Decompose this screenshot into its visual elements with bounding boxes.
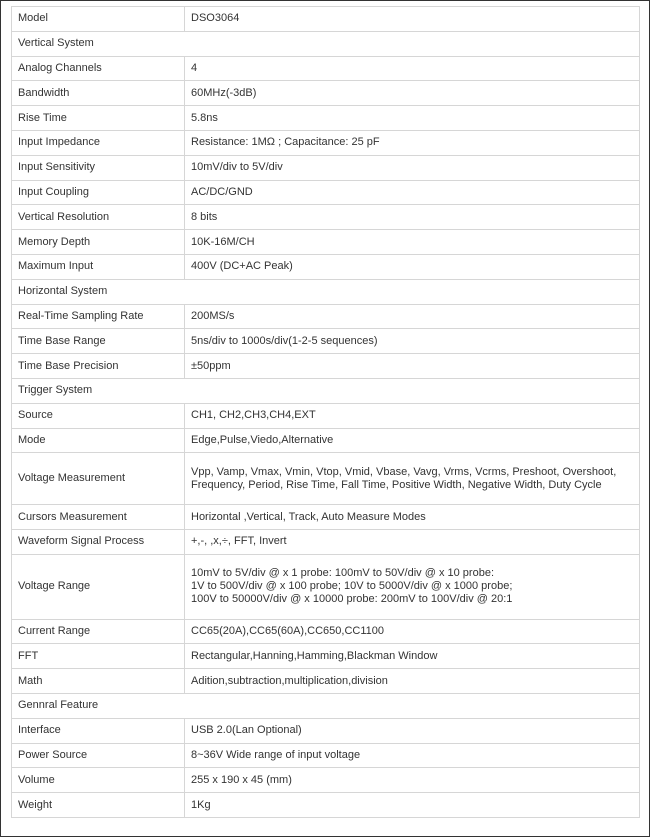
spec-value-line: Frequency, Period, Rise Time, Fall Time, Positive Width, Negative Width, Duty Cycle	[191, 478, 602, 491]
spec-label: Model	[12, 7, 185, 32]
spec-row	[12, 329, 640, 354]
spec-label: Interface	[12, 718, 185, 743]
spec-value	[185, 180, 640, 205]
spec-label: Vertical Resolution	[12, 205, 185, 230]
section-row	[12, 378, 640, 403]
spec-row	[12, 106, 640, 131]
spec-row	[12, 669, 640, 694]
section-row	[12, 693, 640, 718]
spec-label: Time Base Range	[12, 329, 185, 354]
spec-value-line: CC65(20A),CC65(60A),CC650,CC1100	[191, 624, 384, 637]
spec-value-line: 100V to 50000V/div @ x 10000 probe: 200mV to 100V/div @ 20:1	[191, 593, 513, 606]
spec-label: FFT	[12, 644, 185, 669]
spec-row	[12, 743, 640, 768]
spec-label: Maximum Input	[12, 254, 185, 279]
spec-label: Real-Time Sampling Rate	[12, 304, 185, 329]
spec-value	[185, 130, 640, 155]
spec-value-line: ±50ppm	[191, 359, 231, 372]
spec-value	[185, 106, 640, 131]
spec-label: Bandwidth	[12, 81, 185, 106]
spec-row	[12, 619, 640, 644]
spec-row	[12, 180, 640, 205]
spec-label: Input Coupling	[12, 180, 185, 205]
spec-value-line: 8~36V Wide range of input voltage	[191, 748, 361, 761]
section-heading: Gennral Feature	[12, 693, 640, 718]
spec-row	[12, 304, 640, 329]
spec-label: Voltage Range	[12, 554, 185, 619]
spec-value	[185, 505, 640, 530]
spec-row	[12, 56, 640, 81]
section-row	[12, 31, 640, 56]
spec-value-line: Rectangular,Hanning,Hamming,Blackman Window	[191, 649, 438, 662]
spec-value-line: 1Kg	[191, 798, 211, 811]
spec-value	[185, 768, 640, 793]
spec-label: Math	[12, 669, 185, 694]
spec-value-line: USB 2.0(Lan Optional)	[191, 724, 302, 737]
spec-row	[12, 554, 640, 619]
section-heading: Horizontal System	[12, 279, 640, 304]
spec-row	[12, 529, 640, 554]
spec-value-line: 4	[191, 61, 198, 74]
spec-table	[11, 6, 640, 818]
spec-value-line: Resistance: 1MΩ ; Capacitance: 25 pF	[191, 136, 380, 149]
spec-label: Input Sensitivity	[12, 155, 185, 180]
spec-label: Memory Depth	[12, 230, 185, 255]
spec-value-line: 10mV to 5V/div @ x 1 probe: 100mV to 50V/div @ x 10 probe:	[191, 567, 494, 580]
spec-row	[12, 81, 640, 106]
section-heading: Trigger System	[12, 378, 640, 403]
spec-row	[12, 453, 640, 505]
spec-value	[185, 554, 640, 619]
spec-value	[185, 403, 640, 428]
spec-table-body	[12, 7, 640, 818]
spec-value	[185, 81, 640, 106]
spec-label: Cursors Measurement	[12, 505, 185, 530]
spec-value-line: 5.8ns	[191, 111, 218, 124]
spec-label: Voltage Measurement	[12, 453, 185, 505]
spec-value	[185, 354, 640, 379]
spec-value	[185, 329, 640, 354]
spec-value-line: Edge,Pulse,Viedo,Alternative	[191, 433, 334, 446]
spec-value	[185, 254, 640, 279]
spec-value-line: CH1, CH2,CH3,CH4,EXT	[191, 409, 316, 422]
spec-value	[185, 304, 640, 329]
spec-row	[12, 428, 640, 453]
section-row	[12, 279, 640, 304]
spec-value	[185, 619, 640, 644]
spec-row	[12, 505, 640, 530]
spec-row	[12, 205, 640, 230]
spec-value-line: 8 bits	[191, 210, 218, 223]
spec-value-line: AC/DC/GND	[191, 185, 253, 198]
spec-value-line: Horizontal ,Vertical, Track, Auto Measure Modes	[191, 510, 426, 523]
spec-row	[12, 718, 640, 743]
spec-value-line: 200MS/s	[191, 309, 235, 322]
spec-value	[185, 56, 640, 81]
spec-value-line: Adition,subtraction,multiplication,division	[191, 674, 388, 687]
spec-label: Waveform Signal Process	[12, 529, 185, 554]
spec-label: Power Source	[12, 743, 185, 768]
spec-label: Volume	[12, 768, 185, 793]
section-heading: Vertical System	[12, 31, 640, 56]
spec-row	[12, 768, 640, 793]
spec-label: Rise Time	[12, 106, 185, 131]
spec-value-line: 1V to 500V/div @ x 100 probe; 10V to 5000V/div @ x 1000 probe;	[191, 580, 513, 593]
spec-row	[12, 254, 640, 279]
spec-row	[12, 793, 640, 818]
spec-value	[185, 453, 640, 505]
spec-label: Current Range	[12, 619, 185, 644]
spec-row	[12, 155, 640, 180]
spec-value-line: Vpp, Vamp, Vmax, Vmin, Vtop, Vmid, Vbase, Vavg, Vrms, Vcrms, Preshoot, Overshoot,	[191, 465, 617, 478]
spec-value	[185, 669, 640, 694]
spec-label: Analog Channels	[12, 56, 185, 81]
spec-row	[12, 354, 640, 379]
spec-value	[185, 743, 640, 768]
spec-row	[12, 7, 640, 32]
spec-value-line: 5ns/div to 1000s/div(1-2-5 sequences)	[191, 334, 378, 347]
spec-value-line: 60MHz(-3dB)	[191, 86, 257, 99]
spec-value	[185, 428, 640, 453]
spec-row	[12, 403, 640, 428]
spec-row	[12, 644, 640, 669]
spec-value-line: 400V (DC+AC Peak)	[191, 260, 293, 273]
spec-value	[185, 205, 640, 230]
spec-row	[12, 130, 640, 155]
spec-label: Time Base Precision	[12, 354, 185, 379]
spec-value-line: 10mV/div to 5V/div	[191, 161, 283, 174]
spec-value	[185, 644, 640, 669]
spec-value-line: 10K-16M/CH	[191, 235, 255, 248]
spec-value	[185, 230, 640, 255]
spec-label: Weight	[12, 793, 185, 818]
spec-value-line: +,-, ,x,÷, FFT, Invert	[191, 535, 287, 548]
spec-value	[185, 155, 640, 180]
spec-value-line: DSO3064	[191, 12, 240, 25]
spec-label: Source	[12, 403, 185, 428]
spec-value	[185, 718, 640, 743]
spec-value	[185, 7, 640, 32]
spec-row	[12, 230, 640, 255]
spec-value	[185, 793, 640, 818]
spec-label: Input Impedance	[12, 130, 185, 155]
spec-value-line: 255 x 190 x 45 (mm)	[191, 773, 292, 786]
spec-value	[185, 529, 640, 554]
spec-label: Mode	[12, 428, 185, 453]
